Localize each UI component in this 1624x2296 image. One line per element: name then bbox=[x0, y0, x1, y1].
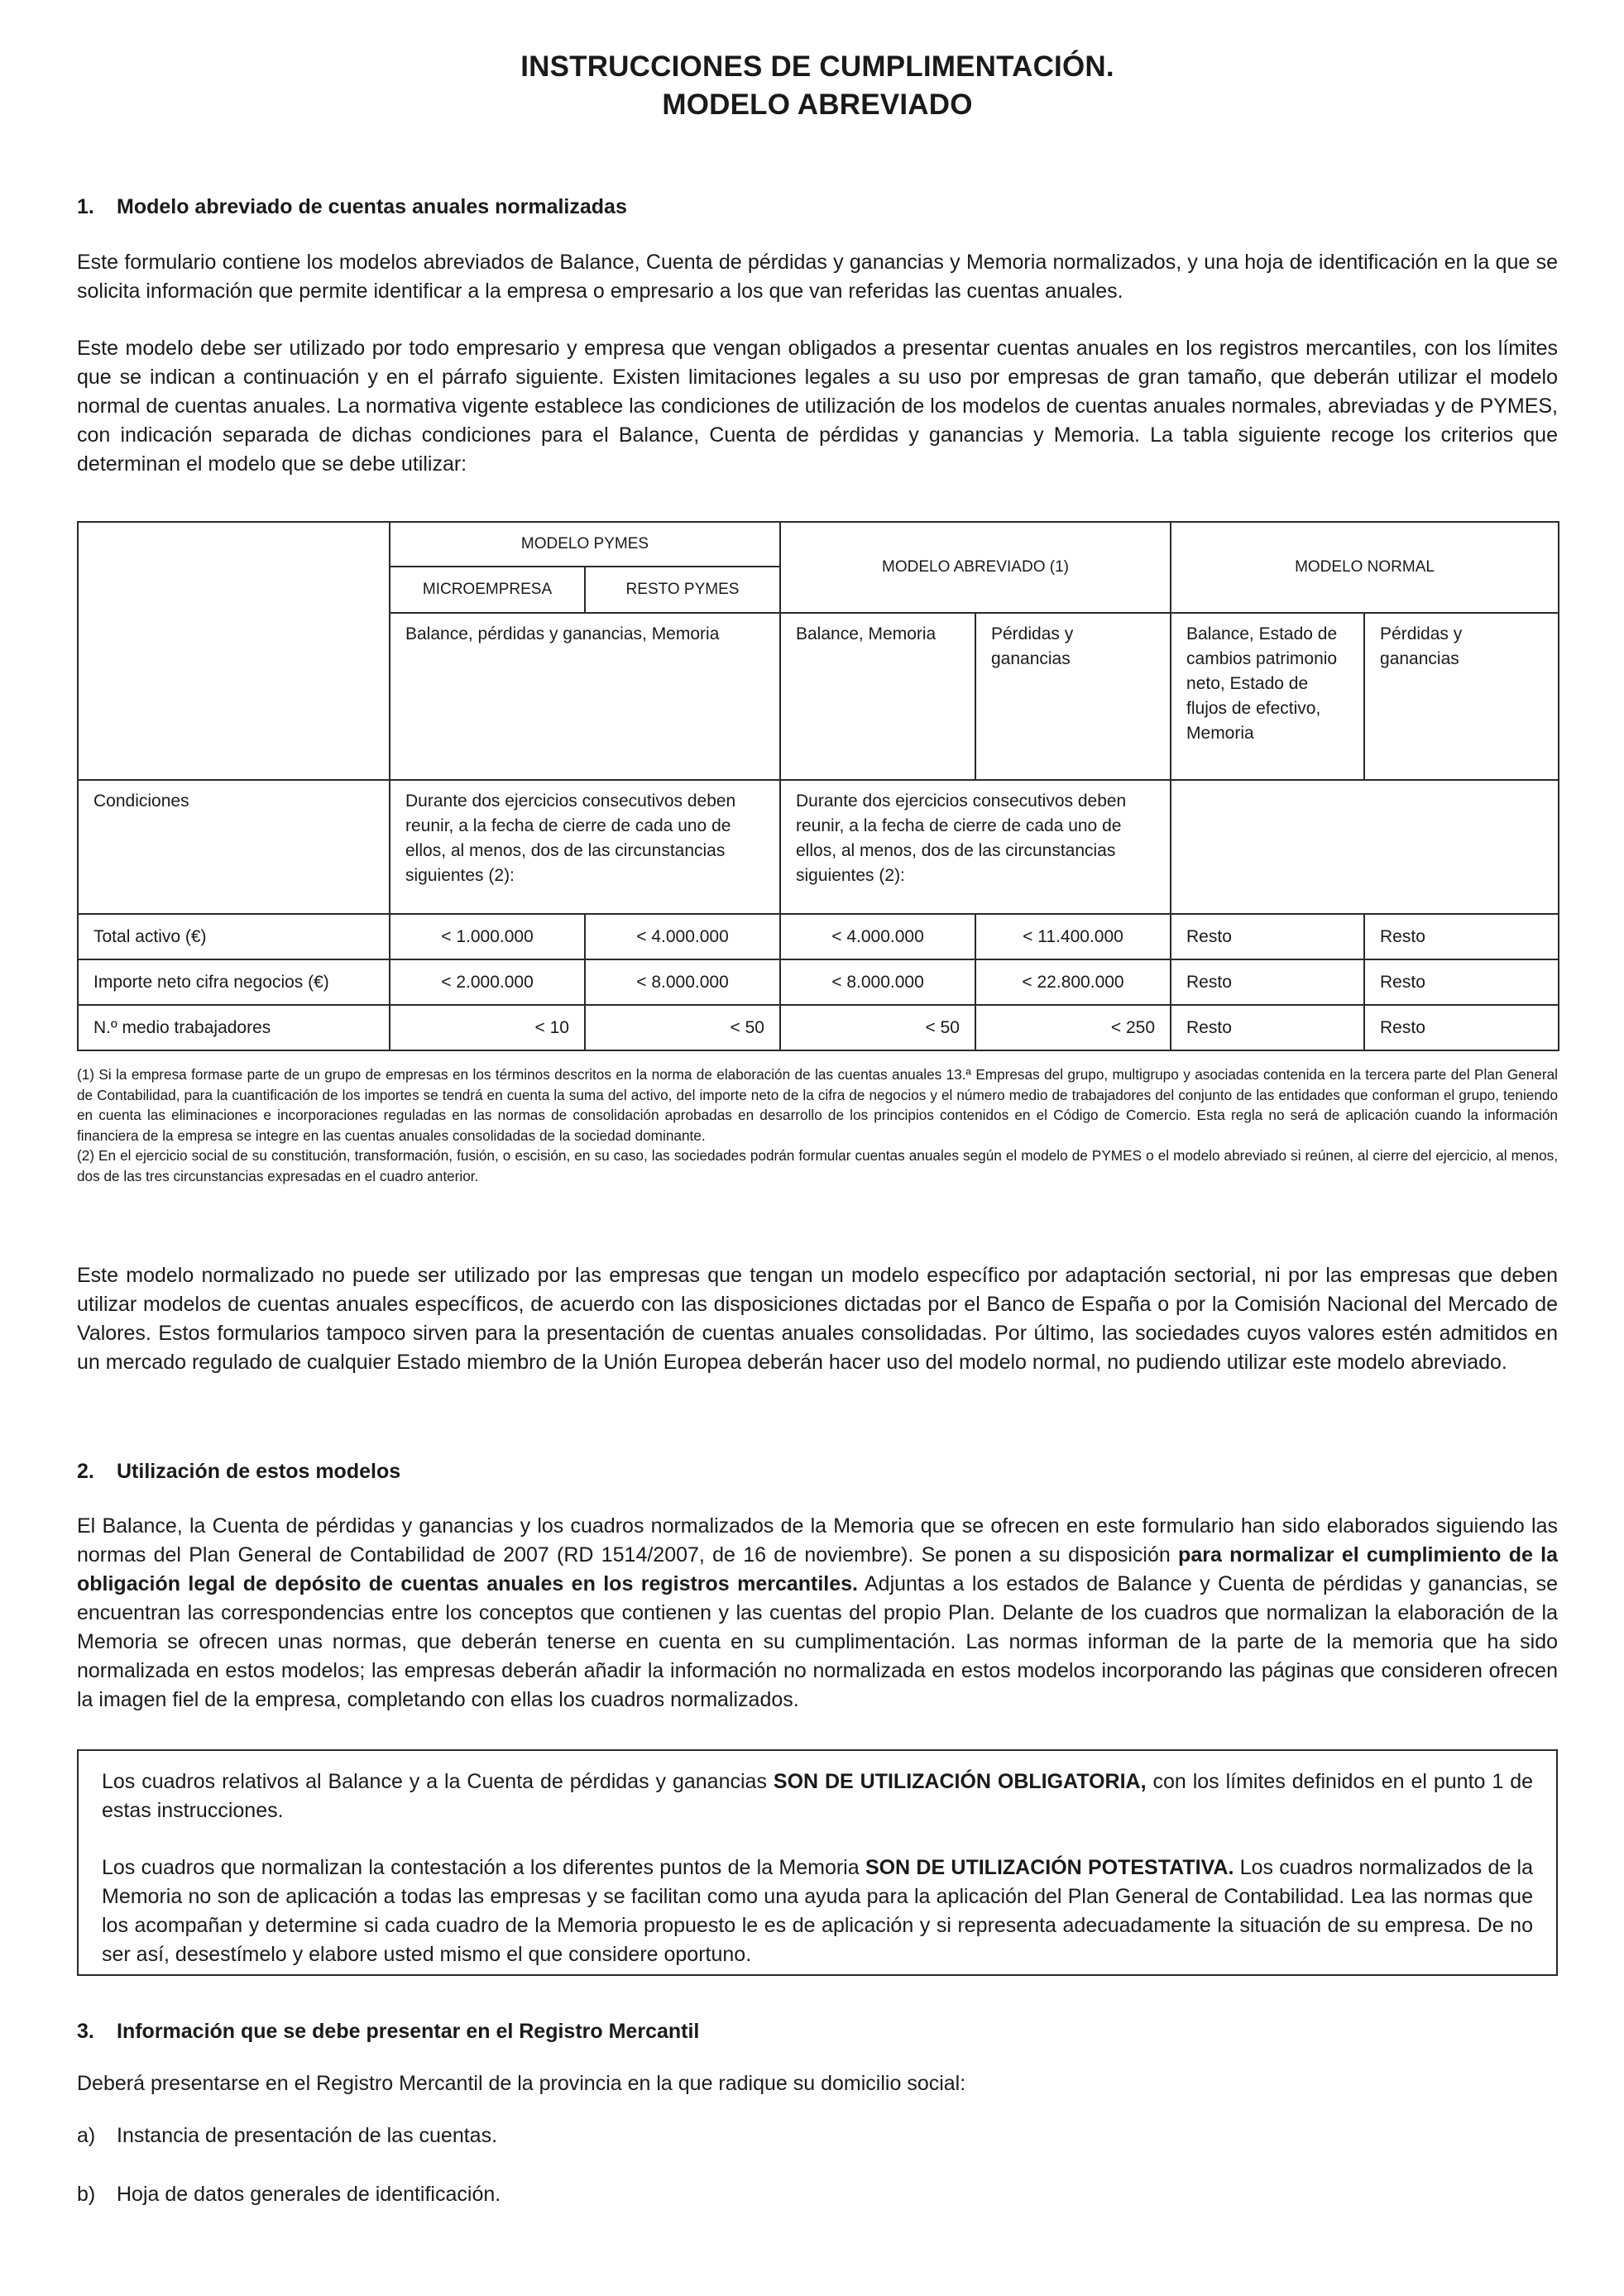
title-line-2: MODELO ABREVIADO bbox=[662, 88, 973, 121]
table-row bbox=[78, 914, 1559, 959]
list-item bbox=[77, 2180, 501, 2209]
footnote-2: (2) En el ejercicio social de su constitución, transformación, fusión, o escisión, en su caso, las sociedades podrán formular cuentas anuales según el modelo de PYMES o el modelo abreviado si reúnen, al cierre del ejercicio, al menos, dos de las tres circunstancias expresadas en el cuadro anterior. bbox=[77, 1147, 1558, 1184]
section-2-heading bbox=[77, 1458, 400, 1485]
docs-normal-balance: Balance, Estado de cambios patrimonio neto, Estado de flujos de efectivo, Memoria bbox=[1171, 613, 1364, 780]
section-1-title: Modelo abreviado de cuentas anuales normalizadas bbox=[117, 195, 627, 218]
cell-abrev-1: < 8.000.000 bbox=[780, 959, 975, 1005]
cell-normal-2: Resto bbox=[1364, 914, 1559, 959]
docs-abreviado-pyg: Pérdidas y ganancias bbox=[975, 613, 1171, 780]
list-item bbox=[77, 2121, 497, 2150]
title-line-1: INSTRUCCIONES DE CUMPLIMENTACIÓN. bbox=[520, 50, 1114, 83]
cell-micro: < 1.000.000 bbox=[390, 914, 585, 959]
list-item-label: b) bbox=[77, 2183, 96, 2206]
table-row bbox=[78, 959, 1559, 1005]
cell-micro: < 10 bbox=[390, 1005, 585, 1050]
cell-normal-1: Resto bbox=[1171, 1005, 1364, 1050]
header-microempresa: MICROEMPRESA bbox=[390, 567, 585, 613]
section-1-heading bbox=[77, 194, 1558, 220]
footnote-1: (1) Si la empresa formase parte de un grupo de empresas en los términos descritos en la norma de elaboración de las cuentas anuales 13.ª Empresas del grupo, multigrupo y asociadas contenida en la tercera parte del Plan General de Contabilidad, para la cuantificación de los importes se tendrá en cuenta la suma del activo, del importe neto de la cifra de negocios y el número medio de trabajadores del conjunto de las entidades que conforman el grupo, teniendo en cuenta las eliminaciones e incorporaciones reguladas en las normas de consolidación aprobadas en desarrollo de los principios contenidos en el Código de Comercio. Esta regla no será de aplicación cuando la información financiera de la empresa se integre en las cuentas anuales consolidadas de la sociedad dominante. bbox=[77, 1066, 1558, 1144]
section-2-number: 2. bbox=[77, 1460, 94, 1483]
conditions-pymes: Durante dos ejercicios consecutivos deben reunir, a la fecha de cierre de cada uno de ellos, al menos, dos de las circunstancias siguientes (2): bbox=[390, 780, 780, 914]
notice-paragraph-2 bbox=[102, 1854, 1533, 1969]
table-footnotes bbox=[77, 1064, 1558, 1186]
cell-normal-1: Resto bbox=[1171, 959, 1364, 1005]
notice-paragraph-1 bbox=[102, 1767, 1533, 1825]
cell-resto: < 50 bbox=[585, 1005, 780, 1050]
conditions-normal bbox=[1171, 780, 1559, 914]
paragraph-model-exclusions: Este modelo normalizado no puede ser utilizado por las empresas que tengan un modelo específico por adaptación sectorial, ni por las empresas que deben utilizar modelos de cuentas anuales específicos, de acuerdo con las disposiciones dictadas por el Banco de España o por la Comisión Nacional del Mercado de Valores. Estos formularios tampoco sirven para la presentación de cuentas anuales consolidadas. Por último, las sociedades cuyos valores estén admitidos en un mercado regulado de cualquier Estado miembro de la Unión Europea deberán hacer uso del modelo normal, no pudiendo utilizar este modelo abreviado. bbox=[77, 1264, 1558, 1374]
section-2-title: Utilización de estos modelos bbox=[117, 1460, 401, 1483]
conditions-abreviado: Durante dos ejercicios consecutivos deben reunir, a la fecha de cierre de cada uno de ellos, al menos, dos de las circunstancias siguientes (2): bbox=[780, 780, 1171, 914]
table-corner-cell bbox=[78, 522, 390, 780]
section-2-text-a: El Balance, la Cuenta de pérdidas y ganancias y los cuadros normalizados de la Memoria que se ofrecen en este formulario han sido elaborados siguiendo las normas del Plan General de Contabilidad de 2007 (RD 1514/2007, de 16 de noviembre). Se ponen a su disposición bbox=[77, 1514, 1558, 1567]
notice-1-text-a: Los cuadros relativos al Balance y a la Cuenta de pérdidas y ganancias bbox=[102, 1770, 774, 1793]
cell-abrev-2: < 22.800.000 bbox=[975, 959, 1171, 1005]
cell-normal-1: Resto bbox=[1171, 914, 1364, 959]
notice-2-text-a: Los cuadros que normalizan la contestación a los diferentes puntos de la Memoria bbox=[102, 1856, 865, 1879]
notice-1-text-b: con los límites definidos en el punto 1 de estas instrucciones. bbox=[102, 1770, 1533, 1822]
notice-2-bold: SON DE UTILIZACIÓN POTESTATIVA. bbox=[865, 1856, 1234, 1879]
row-label: N.º medio trabajadores bbox=[78, 1005, 390, 1050]
section-2-text-bold: para normalizar el cumplimiento de la obligación legal de depósito de cuentas anuales en los registros mercantiles. bbox=[77, 1543, 1558, 1595]
section-2-paragraph bbox=[77, 1512, 1558, 1715]
docs-abreviado-balance: Balance, Memoria bbox=[780, 613, 975, 780]
docs-pymes: Balance, pérdidas y ganancias, Memoria bbox=[390, 613, 780, 780]
document-title bbox=[77, 48, 1558, 124]
criteria-table bbox=[77, 521, 1559, 1051]
document-page bbox=[77, 0, 1558, 2206]
header-modelo-pymes: MODELO PYMES bbox=[390, 522, 780, 567]
cell-normal-2: Resto bbox=[1364, 1005, 1559, 1050]
cell-abrev-1: < 50 bbox=[780, 1005, 975, 1050]
cell-normal-2: Resto bbox=[1364, 959, 1559, 1005]
list-item-text: Hoja de datos generales de identificación. bbox=[117, 2183, 501, 2206]
header-modelo-abreviado: MODELO ABREVIADO (1) bbox=[780, 522, 1171, 613]
row-label: Total activo (€) bbox=[78, 914, 390, 959]
cell-abrev-1: < 4.000.000 bbox=[780, 914, 975, 959]
cell-abrev-2: < 11.400.000 bbox=[975, 914, 1171, 959]
section-3-title: Información que se debe presentar en el Registro Mercantil bbox=[117, 2020, 700, 2043]
header-modelo-normal: MODELO NORMAL bbox=[1171, 522, 1559, 613]
notice-box bbox=[77, 1749, 1558, 1976]
notice-2-text-b: Los cuadros normalizados de la Memoria no son de aplicación a todas las empresas y se facilitan como una ayuda para la aplicación del Plan General de Contabilidad. Lea las normas que los acompañan y determine si cada cuadro de la Memoria propuesto le es de aplicación y si representa adecuadamente la situación de su empresa. De no ser así, desestímelo y elabore usted mismo el que considere oportuno. bbox=[102, 1856, 1533, 1966]
section-3-number: 3. bbox=[77, 2020, 94, 2043]
cell-micro: < 2.000.000 bbox=[390, 959, 585, 1005]
cell-abrev-2: < 250 bbox=[975, 1005, 1171, 1050]
section-3-intro: Deberá presentarse en el Registro Mercantil de la provincia en la que radique su domicilio social: bbox=[77, 2072, 966, 2095]
section-2-text-b: Adjuntas a los estados de Balance y Cuenta de pérdidas y ganancias, se encuentran las correspondencias entre los conceptos que contienen y las cuentas del propio Plan. Delante de los cuadros que normalizan la elaboración de la Memoria se ofrecen unas normas, que deberán tenerse en cuenta en su cumplimentación. Las normas informan de la parte de la memoria que ha sido normalizada en estos modelos; las empresas deberán añadir la información no normalizada en estos modelos incorporando las páginas que consideren ofrecen la imagen fiel de la empresa, completando con ellas los cuadros normalizados. bbox=[77, 1572, 1558, 1711]
header-resto-pymes: RESTO PYMES bbox=[585, 567, 780, 613]
section-1-paragraph-2: Este modelo debe ser utilizado por todo empresario y empresa que vengan obligados a presentar cuentas anuales en los registros mercantiles, con los límites que se indican a continuación y en el párrafo siguiente. Existen limitaciones legales a su uso por empresas de gran tamaño, que deberán utilizar el modelo normal de cuentas anuales. La normativa vigente establece las condiciones de utilización de los modelos de cuentas anuales normales, abreviadas y de PYMES, con indicación separada de dichas condiciones para el Balance, Cuenta de pérdidas y ganancias y Memoria. La tabla siguiente recoge los criterios que determinan el modelo que se debe utilizar: bbox=[77, 337, 1558, 476]
cell-resto: < 4.000.000 bbox=[585, 914, 780, 959]
row-label: Importe neto cifra negocios (€) bbox=[78, 959, 390, 1005]
section-1-number: 1. bbox=[77, 195, 94, 218]
section-1-paragraph-1: Este formulario contiene los modelos abreviados de Balance, Cuenta de pérdidas y ganancias y Memoria normalizados, y una hoja de identificación en la que se solicita información que permite identificar a la empresa o empresario a los que van referidas las cuentas anuales. bbox=[77, 251, 1558, 303]
list-item-label: a) bbox=[77, 2124, 96, 2147]
conditions-label: Condiciones bbox=[78, 780, 390, 914]
section-3-heading bbox=[77, 2018, 699, 2045]
cell-resto: < 8.000.000 bbox=[585, 959, 780, 1005]
list-item-text: Instancia de presentación de las cuentas. bbox=[117, 2124, 498, 2147]
docs-normal-pyg: Pérdidas y ganancias bbox=[1364, 613, 1559, 780]
table-row bbox=[78, 1005, 1559, 1050]
notice-1-bold: SON DE UTILIZACIÓN OBLIGATORIA, bbox=[773, 1770, 1147, 1793]
